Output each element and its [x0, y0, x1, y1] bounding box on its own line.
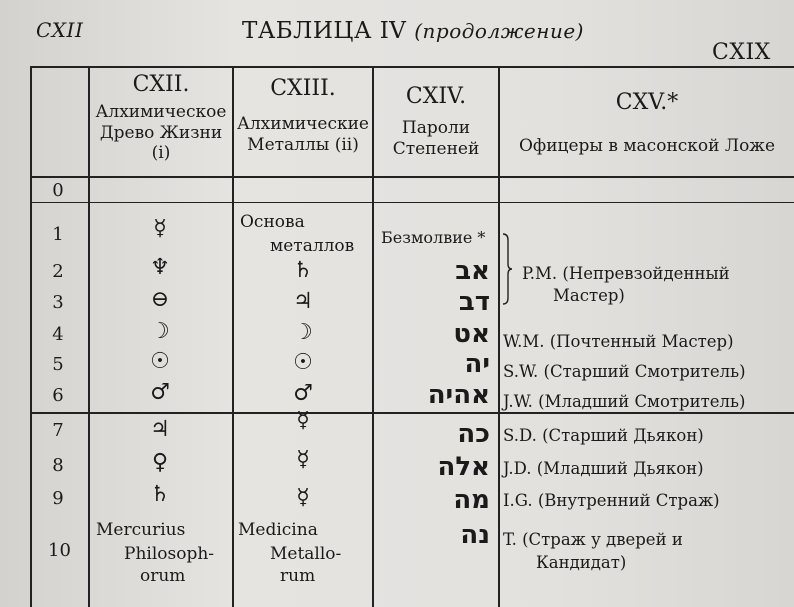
password-word: אהיה [427, 380, 490, 410]
column-header-cxiv [374, 84, 498, 159]
password-word: דב [458, 287, 490, 317]
row-number: 1 [52, 224, 64, 245]
row-number: 7 [52, 420, 64, 441]
officer-item: S.W. (Старший Смотритель) [503, 362, 746, 381]
password-word: אט [453, 319, 490, 349]
table-header-rule [30, 66, 88, 67]
table-top-border [30, 66, 794, 68]
salt-icon: ⊖ [150, 287, 170, 312]
row-number: 9 [52, 488, 64, 509]
tree-final-line1: Mercurius [96, 520, 186, 540]
col-title: Древо Жизни [99, 122, 223, 143]
officer-pm-line1: P.M. (Непревзойденный [522, 264, 730, 283]
metals-final-line1: Medicina [238, 520, 318, 540]
row-number: 2 [52, 261, 64, 282]
title-main: ТАБЛИЦА IV [242, 18, 407, 44]
col-roman: CXIII. [270, 76, 336, 101]
sun-icon: ☉ [293, 350, 313, 375]
officer-item: S.D. (Старший Дьякон) [503, 426, 704, 445]
mercury-icon: ☿ [153, 216, 167, 241]
table-left-border [30, 66, 32, 607]
password-word: נה [460, 520, 490, 550]
col-title: Алхимические [237, 114, 369, 135]
officer-last-line1: T. (Страж у дверей и [503, 530, 683, 549]
header-bottom-border [30, 176, 794, 178]
row-number: 0 [52, 180, 64, 201]
tree-final-line3: orum [140, 566, 186, 586]
right-page-number: CXIX [712, 40, 771, 65]
officer-pm-line2: Мастер) [553, 286, 625, 305]
row-number: 5 [52, 354, 64, 375]
title-note: (продолжение) [414, 19, 584, 43]
bracket-icon [500, 232, 516, 306]
col-title: Металлы (ii) [247, 134, 359, 155]
col-title: Степеней [392, 138, 480, 159]
column-header-cxiii [234, 76, 372, 155]
mars-icon: ♂ [150, 380, 170, 405]
password-silence: Безмолвие * [381, 228, 486, 247]
officer-item: I.G. (Внутренний Страж) [503, 491, 720, 510]
col-roman: CXV.* [615, 90, 679, 115]
metals-basis-line1: Основа [240, 212, 305, 232]
row-number: 4 [52, 324, 64, 345]
col-title: (i) [151, 143, 171, 164]
mercury-icon: ☿ [296, 485, 310, 510]
table-title [242, 18, 584, 44]
jupiter-icon: ♃ [293, 289, 313, 314]
row-number: 8 [52, 455, 64, 476]
saturn-icon: ♄ [293, 258, 313, 283]
password-word: מה [453, 485, 490, 515]
officer-item: J.D. (Младший Дьякон) [503, 459, 704, 478]
moon-icon: ☽ [293, 320, 313, 345]
col-roman: CXIV. [405, 84, 467, 109]
tree-final-line2: Philosoph- [124, 544, 215, 564]
neptune-icon: ♆ [150, 255, 170, 280]
password-word: כה [457, 419, 490, 449]
officer-item: J.W. (Младший Смотритель) [503, 392, 746, 411]
mercury-icon: ☿ [296, 408, 310, 433]
sun-icon: ☉ [150, 349, 170, 374]
venus-icon: ♀ [151, 450, 169, 475]
mars-icon: ♂ [293, 381, 313, 406]
password-word: אב [455, 256, 490, 286]
col-title: Офицеры в масонской Ложе [518, 136, 776, 157]
row-number: 6 [52, 385, 64, 406]
row-number: 10 [48, 540, 71, 561]
password-word: יה [464, 349, 490, 379]
moon-icon: ☽ [150, 319, 170, 344]
jupiter-icon: ♃ [150, 417, 170, 442]
row-number: 3 [52, 292, 64, 313]
col-roman: CXII. [132, 72, 190, 97]
column-header-cxii [90, 72, 232, 164]
metals-final-line2: Metallo- [270, 544, 342, 564]
password-word: אלה [437, 452, 490, 482]
left-page-number: CXII [36, 18, 84, 42]
metals-basis-line2: металлов [270, 236, 355, 256]
row-divider-6 [30, 412, 794, 414]
col-title: Алхимическое [95, 102, 227, 123]
mercury-icon: ☿ [296, 447, 310, 472]
row-divider-0 [30, 202, 794, 203]
column-header-cxv [500, 90, 794, 157]
saturn-icon: ♄ [150, 482, 170, 507]
col-title: Пароли [401, 118, 471, 139]
metals-final-line3: rum [280, 566, 316, 586]
officer-item: W.M. (Почтенный Мастер) [503, 332, 734, 351]
officer-last-line2: Кандидат) [536, 553, 627, 572]
